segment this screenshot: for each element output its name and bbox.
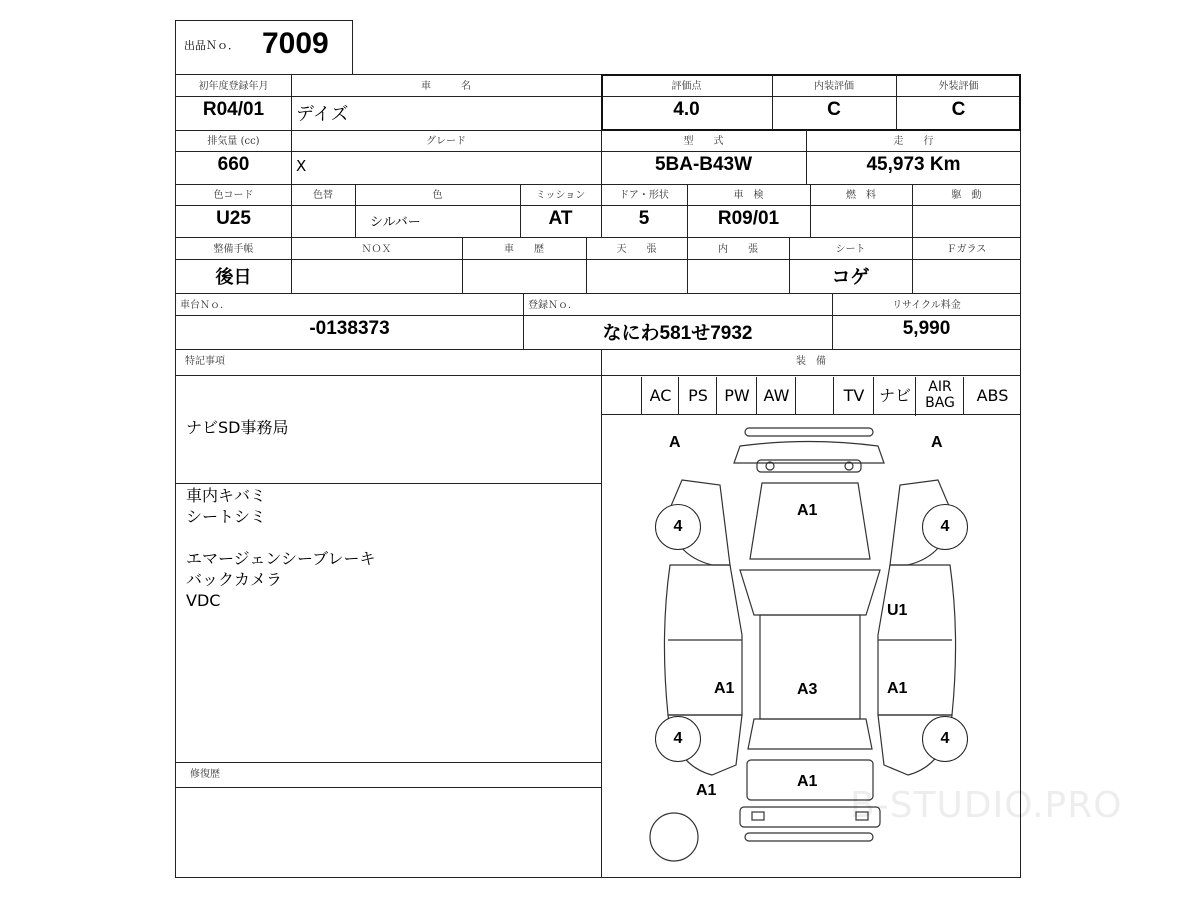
displacement-value: 660 [217, 154, 250, 175]
watermark: B-STUDIO.PRO [850, 785, 1123, 826]
equipment-tv: TV [833, 377, 874, 414]
header-model-code: 型 式 [683, 136, 724, 147]
doors-value: 5 [638, 208, 650, 229]
inspection-value: R09/01 [717, 208, 780, 229]
tire-rear-left: 4 [655, 716, 701, 762]
header-repaint: 色替 [313, 190, 333, 201]
header-exterior-grade: 外装評価 [938, 81, 979, 92]
header-interior-grade: 内装評価 [814, 81, 854, 92]
header-vehicle-history: 車 歴 [504, 244, 544, 255]
mark-roof: A3 [797, 681, 818, 698]
tire-front-right: 4 [922, 504, 968, 550]
header-seat: シート [835, 244, 866, 255]
header-transmission: ミッション [535, 190, 586, 201]
mark-left-side: A1 [714, 680, 735, 697]
header-recycle-fee: リサイクル料金 [892, 300, 961, 311]
header-drive: 駆 動 [951, 190, 982, 201]
header-car-name: 車 名 [421, 81, 471, 92]
recycle-fee-value: 5,990 [902, 318, 951, 339]
mileage-value: 45,973 Km [866, 154, 961, 175]
header-fuel: 燃 料 [846, 190, 876, 201]
equipment-navi: ナビ [873, 377, 916, 414]
equipment-blank [795, 377, 834, 414]
lot-number-box [175, 20, 353, 75]
lot-number: 7009 [262, 27, 329, 60]
interior-grade-value: C [827, 99, 841, 120]
equipment-header: 装 備 [796, 356, 826, 367]
tire-front-left: 4 [655, 504, 701, 550]
score-value: 4.0 [673, 99, 700, 120]
remarks-header: 特記事項 [185, 356, 225, 367]
equipment-ps: PS [678, 377, 717, 414]
header-front-glass: Ｆガラス [946, 244, 987, 255]
car-name-value: デイズ [296, 104, 349, 125]
header-interior-trim: 内 張 [718, 244, 758, 255]
header-doors: ドア・形状 [619, 190, 669, 201]
mark-right-side: A1 [887, 680, 908, 697]
equipment-aw: AW [756, 377, 796, 414]
color-code-value: U25 [216, 208, 251, 229]
header-score: 評価点 [671, 81, 702, 92]
header-mileage: 走 行 [893, 136, 934, 147]
mark-rear: A1 [797, 773, 818, 790]
mark-hood: A1 [797, 502, 818, 519]
equipment-ac: AC [641, 377, 679, 414]
mark-rear-left: A1 [696, 782, 717, 799]
header-nox: ＮＯＸ [361, 244, 392, 255]
equipment-airbag: AIR BAG [915, 377, 964, 416]
header-headliner: 天 張 [616, 244, 657, 255]
lot-number-label: 出品Ｎｏ． [184, 39, 239, 52]
exterior-grade-value: C [951, 99, 966, 120]
first-registration-value: R04/01 [202, 99, 265, 120]
plate-number-value: なにわ581せ7932 [602, 323, 753, 344]
remarks-top: ナビSD事務局 [186, 418, 289, 437]
mark-front-left: A [669, 434, 681, 451]
remarks-bottom: 車内キバミ シートシミ エマージェンシーブレーキ バックカメラ VDC [186, 486, 376, 610]
header-color: 色 [432, 190, 443, 201]
repair-history-header: 修復歴 [190, 769, 220, 780]
seat-value: コゲ [831, 266, 870, 288]
mark-front-right: A [931, 434, 943, 451]
header-grade: グレード [426, 136, 466, 147]
tire-rear-right: 4 [922, 716, 968, 762]
mark-right-door: U1 [887, 602, 908, 619]
header-color-code: 色コード [213, 190, 254, 201]
header-chassis-number: 車台Ｎｏ． [180, 300, 230, 311]
grade-value: X [296, 157, 307, 175]
header-inspection: 車 検 [733, 190, 764, 201]
header-displacement: 排気量 (cc) [207, 136, 260, 147]
chassis-number-value: -0138373 [309, 318, 390, 339]
header-first-registration: 初年度登録年月 [198, 81, 269, 92]
equipment-abs: ABS [963, 377, 1021, 414]
transmission-value: AT [548, 208, 573, 229]
header-plate-number: 登録Ｎｏ． [528, 300, 578, 311]
model-code-value: 5BA-B43W [654, 154, 753, 175]
service-record-value: 後日 [215, 267, 252, 288]
equipment-pw: PW [716, 377, 757, 414]
header-service-record: 整備手帳 [213, 244, 254, 255]
color-value: シルバー [370, 215, 421, 230]
